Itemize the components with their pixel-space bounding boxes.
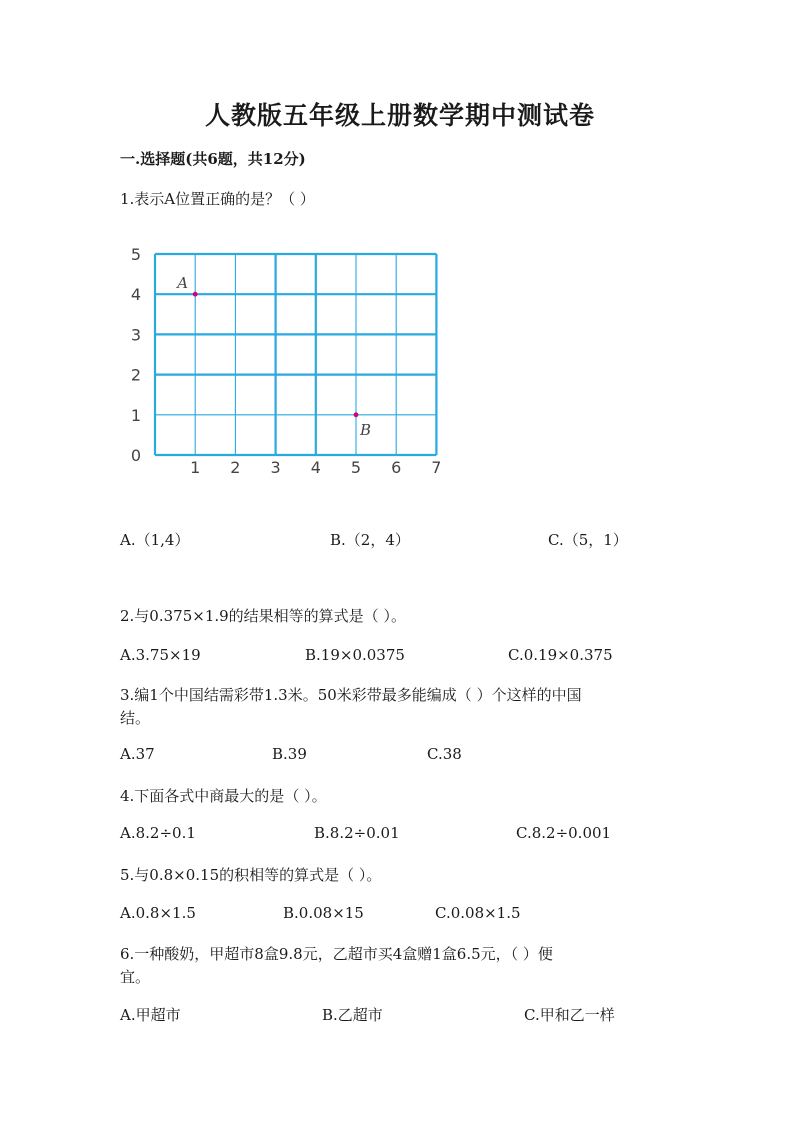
q6-option-b[interactable]: B.乙超市 <box>322 1006 383 1024</box>
x-tick-label: 5 <box>350 458 362 477</box>
q1-option-a[interactable]: A.（1,4） <box>120 531 190 549</box>
q4-option-b[interactable]: B.8.2÷0.01 <box>314 824 400 842</box>
x-tick-label: 7 <box>431 458 442 477</box>
q4-option-c[interactable]: C.8.2÷0.001 <box>516 824 612 842</box>
q3-option-a[interactable]: A.37 <box>120 745 155 763</box>
y-tick-label: 2 <box>130 365 141 385</box>
question-1: 1.表示A位置正确的是？（ ） <box>120 190 315 208</box>
point-b <box>354 412 359 417</box>
q2-option-b[interactable]: B.19×0.0375 <box>305 646 405 664</box>
q2-option-c[interactable]: C.0.19×0.375 <box>508 646 613 664</box>
q3-option-c[interactable]: C.38 <box>427 745 462 763</box>
q2-option-a[interactable]: A.3.75×19 <box>120 646 201 664</box>
point-label-a: A <box>177 274 189 293</box>
question-5: 5.与0.8×0.15的积相等的算式是（ ）。 <box>120 866 382 884</box>
question-6-line-1: 6.一种酸奶，甲超市8盒9.8元，乙超市买4盒赠1盒6.5元，（ ）便 <box>120 945 553 963</box>
point-label-b: B <box>360 420 372 439</box>
question-4: 4.下面各式中商最大的是（ ）。 <box>120 787 327 805</box>
y-tick-label: 0 <box>130 446 141 465</box>
q4-option-a[interactable]: A.8.2÷0.1 <box>120 824 196 842</box>
y-tick-label: 4 <box>130 285 141 305</box>
coordinate-grid <box>120 238 460 488</box>
y-tick-label: 1 <box>130 405 141 425</box>
coordinate-grid-figure <box>120 238 460 488</box>
question-3-line-1: 3.编1个中国结需彩带1.3米。50米彩带最多能编成（ ）个这样的中国 <box>120 686 582 704</box>
q1-option-c[interactable]: C.（5，1） <box>548 531 628 549</box>
question-2: 2.与0.375×1.9的结果相等的算式是（ ）。 <box>120 607 406 625</box>
x-tick-label: 2 <box>230 458 241 477</box>
x-tick-label: 4 <box>310 458 321 477</box>
x-tick-label: 3 <box>270 458 281 477</box>
question-3-line-2: 结。 <box>120 709 151 727</box>
q5-option-a[interactable]: A.0.8×1.5 <box>120 904 196 922</box>
y-tick-label: 5 <box>130 245 141 264</box>
q5-option-c[interactable]: C.0.08×1.5 <box>435 904 521 922</box>
q5-option-b[interactable]: B.0.08×15 <box>283 904 364 922</box>
q3-option-b[interactable]: B.39 <box>272 745 307 763</box>
x-tick-label: 6 <box>391 458 402 477</box>
y-tick-label: 3 <box>130 325 141 345</box>
point-a <box>193 292 198 297</box>
section-heading: 一.选择题(共6题，共12分) <box>120 150 306 168</box>
q1-option-b[interactable]: B.（2，4） <box>330 531 410 549</box>
q6-option-c[interactable]: C.甲和乙一样 <box>524 1006 615 1024</box>
x-tick-label: 1 <box>190 458 201 477</box>
q6-option-a[interactable]: A.甲超市 <box>120 1006 181 1024</box>
page-title: 人教版五年级上册数学期中测试卷 <box>204 101 595 130</box>
question-6-line-2: 宜。 <box>120 968 151 986</box>
